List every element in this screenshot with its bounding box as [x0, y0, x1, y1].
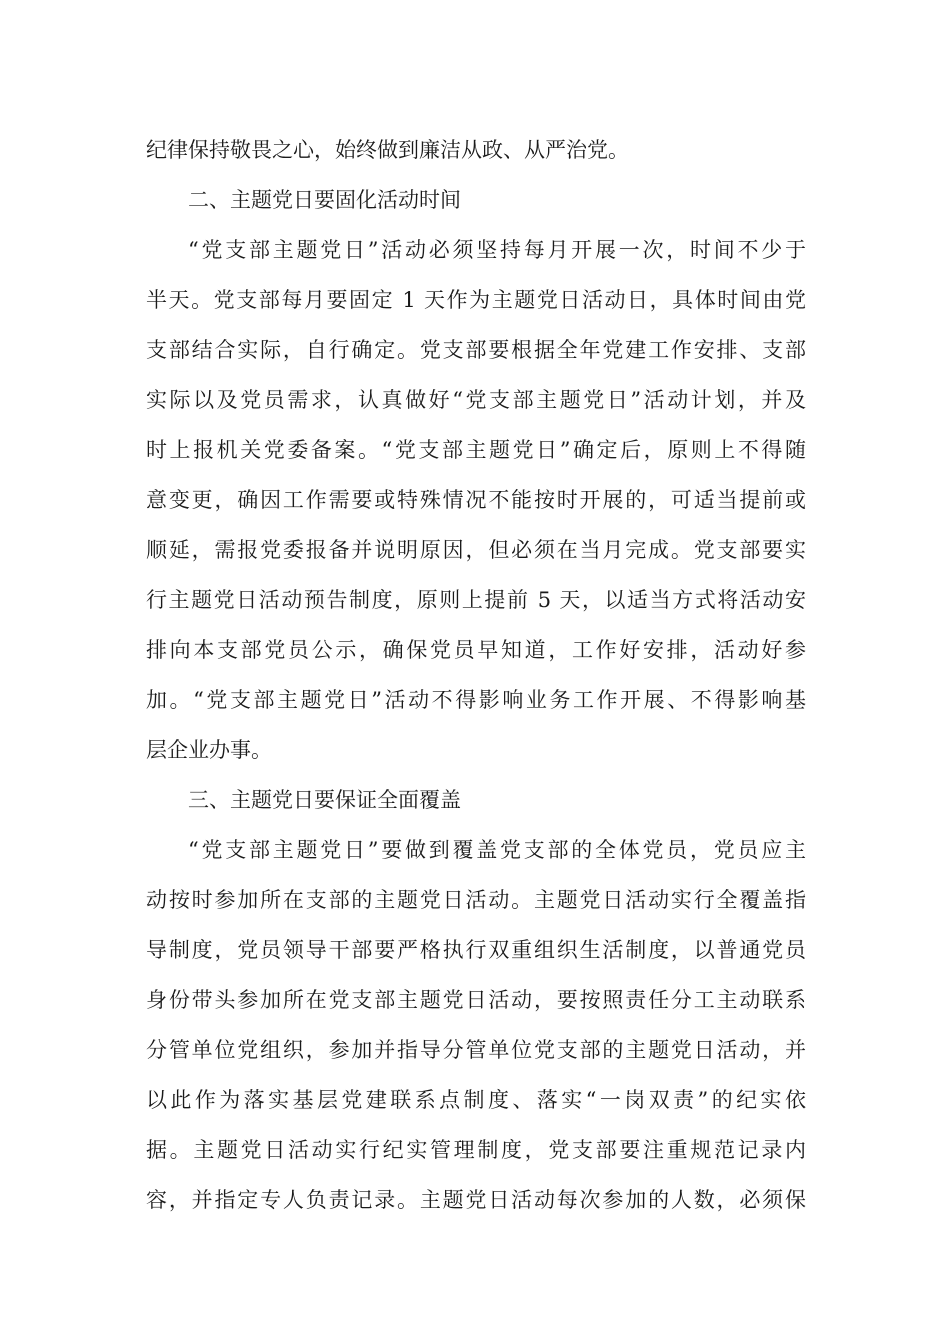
text-line: 容，并指定专人负责记录。主题党日活动每次参加的人数，必须保: [146, 1188, 806, 1212]
text-line: 导制度，党员领导干部要严格执行双重组织生活制度，以普通党员: [146, 938, 806, 962]
text-line: 分管单位党组织，参加并指导分管单位党支部的主题党日活动，并: [146, 1038, 806, 1062]
text-line: 半天。党支部每月要固定 1 天作为主题党日活动日，具体时间由党: [146, 288, 806, 312]
section-heading: 三、主题党日要保证全面覆盖: [188, 788, 461, 812]
text-line: 据。主题党日活动实行纪实管理制度，党支部要注重规范记录内: [146, 1138, 806, 1162]
section-heading: 二、主题党日要固化活动时间: [188, 188, 461, 212]
text-line: 层企业办事。: [146, 738, 272, 762]
text-line: 动按时参加所在支部的主题党日活动。主题党日活动实行全覆盖指: [146, 888, 806, 912]
text-line: 意变更，确因工作需要或特殊情况不能按时开展的，可适当提前或: [146, 488, 806, 512]
text-line: 实际以及党员需求，认真做好“党支部主题党日”活动计划，并及: [146, 388, 806, 412]
text-line: 支部结合实际，自行确定。党支部要根据全年党建工作安排、支部: [146, 338, 806, 362]
text-line: 以此作为落实基层党建联系点制度、落实“一岗双责”的纪实依: [146, 1088, 806, 1112]
text-line: 加。“党支部主题党日”活动不得影响业务工作开展、不得影响基: [146, 688, 806, 712]
paragraph-first-line: “党支部主题党日”要做到覆盖党支部的全体党员，党员应主: [188, 838, 806, 862]
text-line: 顺延，需报党委报备并说明原因，但必须在当月完成。党支部要实: [146, 538, 806, 562]
paragraph-first-line: “党支部主题党日”活动必须坚持每月开展一次，时间不少于: [188, 238, 806, 262]
text-line: 纪律保持敬畏之心，始终做到廉洁从政、从严治党。: [146, 138, 629, 162]
text-line: 排向本支部党员公示，确保党员早知道，工作好安排，活动好参: [146, 638, 806, 662]
text-line: 身份带头参加所在党支部主题党日活动，要按照责任分工主动联系: [146, 988, 806, 1012]
text-line: 时上报机关党委备案。“党支部主题党日”确定后，原则上不得随: [146, 438, 806, 462]
text-line: 行主题党日活动预告制度，原则上提前 5 天，以适当方式将活动安: [146, 588, 806, 612]
